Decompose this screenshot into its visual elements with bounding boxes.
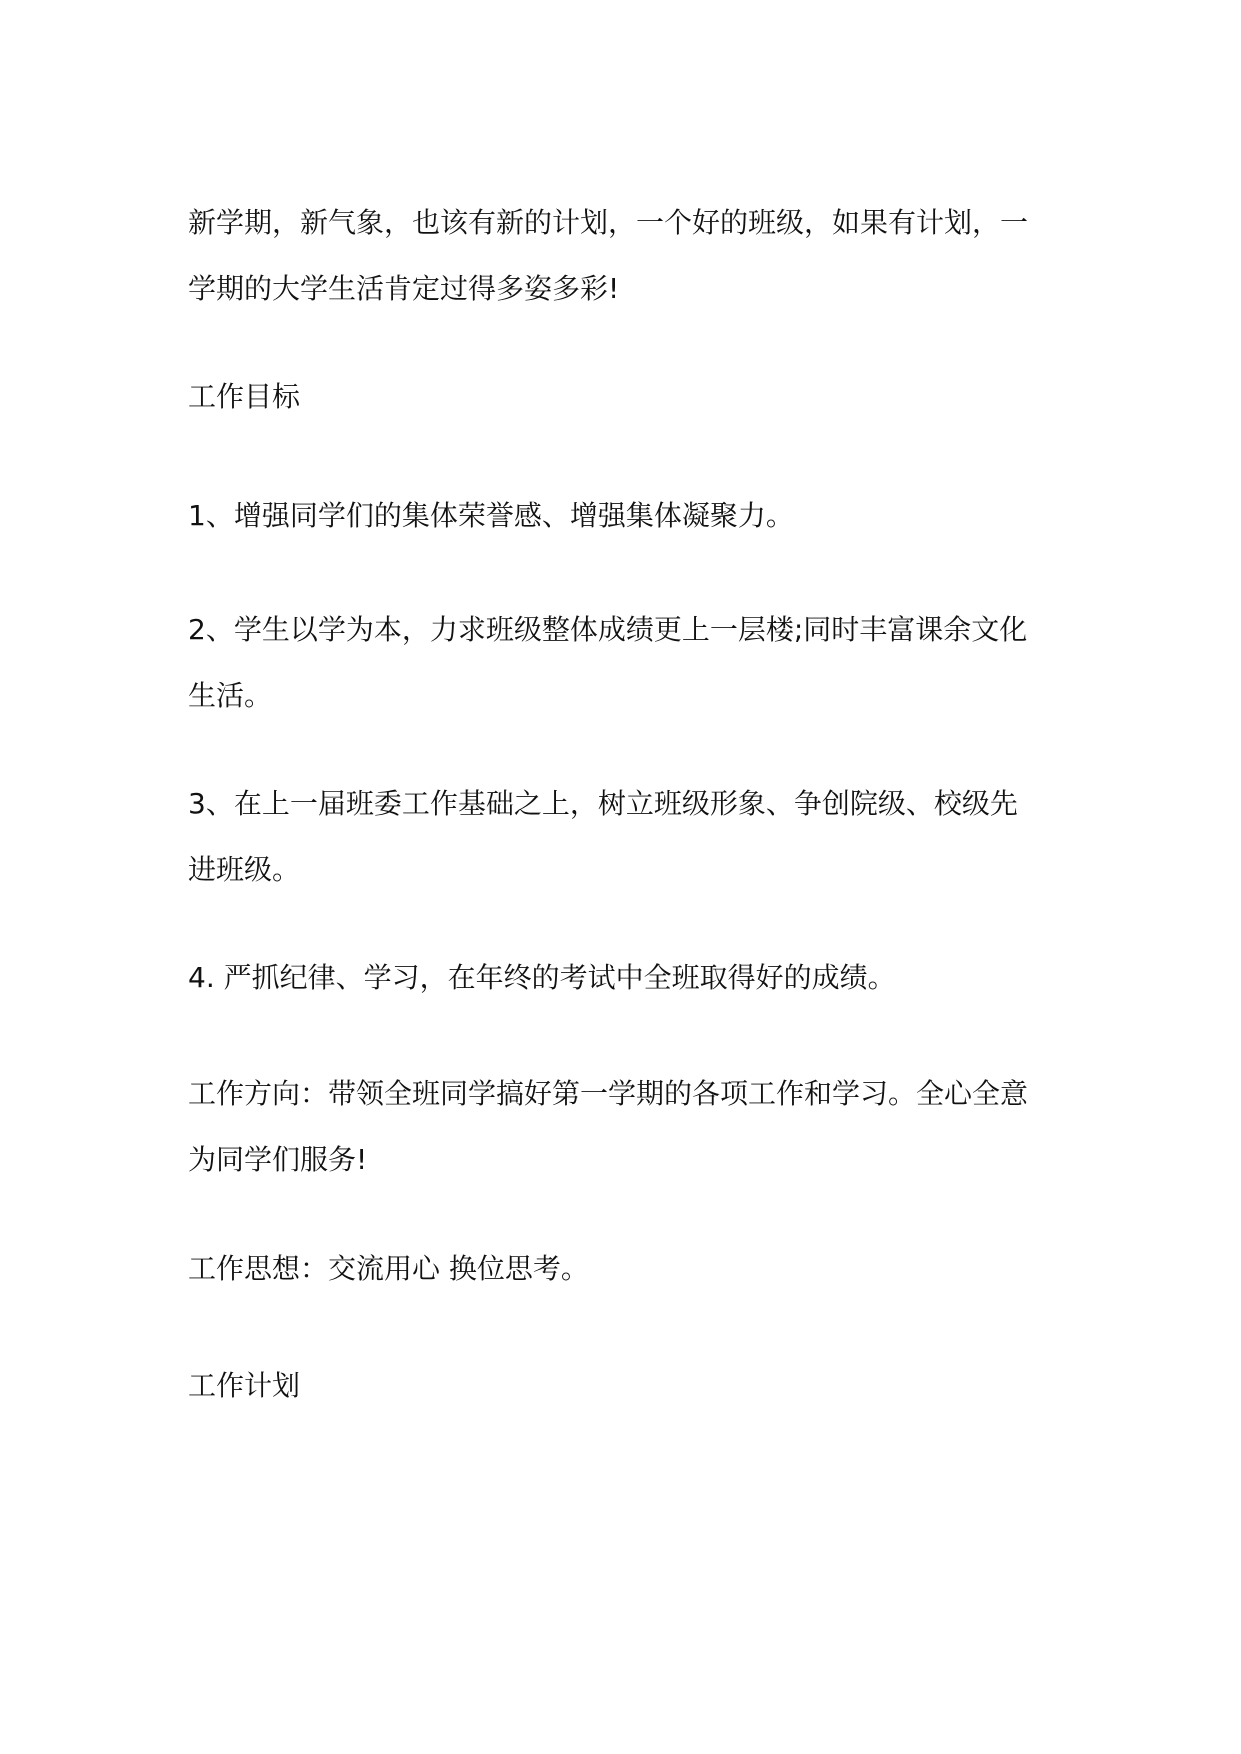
- goal-item-3: [188, 771, 1068, 903]
- section-heading-goals: [188, 364, 1068, 430]
- thought-text: 工作思想：交流用心 换位思考。: [188, 1252, 589, 1285]
- intro-line-2: 学期的大学生活肯定过得多姿多彩!: [188, 272, 620, 305]
- goal-3-line-1: 3、在上一届班委工作基础之上，树立班级形象、争创院级、校级先: [188, 787, 1018, 820]
- heading-goals-text: 工作目标: [188, 380, 301, 413]
- intro-paragraph: [188, 190, 1068, 322]
- goal-item-1: [188, 483, 1068, 549]
- goal-1-text: 1、增强同学们的集体荣誉感、增强集体凝聚力。: [188, 499, 794, 532]
- goal-3-line-2: 进班级。: [188, 853, 301, 886]
- goal-2-line-1: 2、学生以学为本，力求班级整体成绩更上一层楼;同时丰富课余文化: [188, 613, 1028, 646]
- work-direction-paragraph: [188, 1061, 1068, 1193]
- section-heading-plan: [188, 1353, 1068, 1419]
- direction-line-1: 工作方向：带领全班同学搞好第一学期的各项工作和学习。全心全意: [188, 1077, 1029, 1110]
- goal-item-4: [188, 945, 1068, 1011]
- goal-2-line-2: 生活。: [188, 679, 273, 712]
- heading-plan-text: 工作计划: [188, 1369, 301, 1402]
- intro-line-1: 新学期，新气象，也该有新的计划，一个好的班级，如果有计划，一: [188, 206, 1029, 239]
- goal-4-text: 4. 严抓纪律、学习，在年终的考试中全班取得好的成绩。: [188, 961, 896, 994]
- direction-line-2: 为同学们服务!: [188, 1143, 368, 1176]
- work-thought-paragraph: [188, 1236, 1068, 1302]
- goal-item-2: [188, 597, 1068, 729]
